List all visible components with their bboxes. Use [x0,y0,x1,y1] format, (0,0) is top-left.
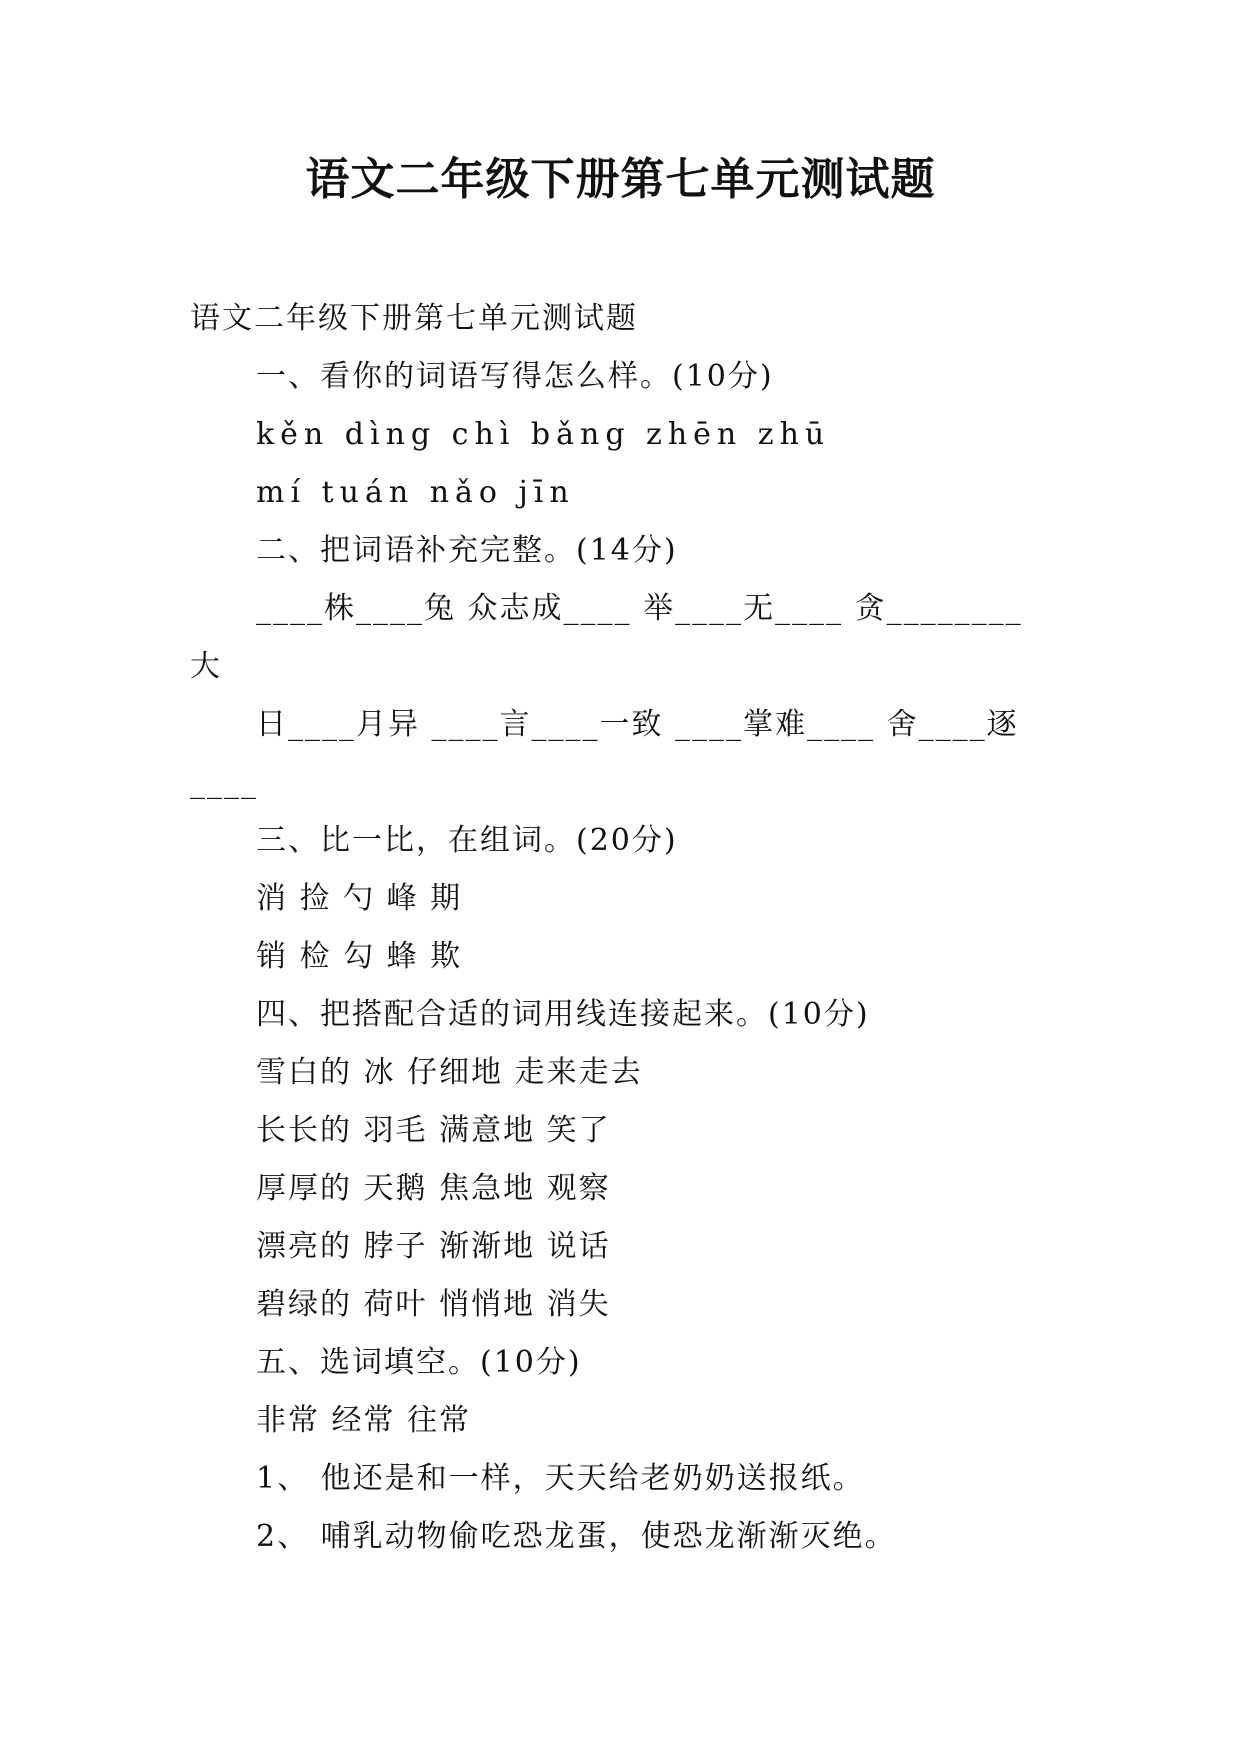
pinyin-line-1: kěn dìng chì bǎng zhēn zhū [256,417,831,452]
match-row-4: 漂亮的 脖子 渐渐地 说话 [256,1229,611,1264]
question-1: 1、 他还是和一样，天天给老奶奶送报纸。 [256,1461,865,1496]
section-5-heading: 五、选词填空。(10分) [256,1345,582,1380]
word-choices: 非常 经常 往常 [256,1403,472,1438]
section-4-heading: 四、把搭配合适的词用线连接起来。(10分) [256,997,870,1032]
section-2-heading: 二、把词语补充完整。(14分) [256,533,678,568]
match-row-2: 长长的 羽毛 满意地 笑了 [256,1113,611,1148]
match-row-3: 厚厚的 天鹅 焦急地 观察 [256,1171,611,1206]
section-1-heading: 一、看你的词语写得怎么样。(10分) [256,359,774,394]
question-2: 2、 哺乳动物偷吃恐龙蛋，使恐龙渐渐灭绝。 [256,1519,897,1554]
match-row-1: 雪白的 冰 仔细地 走来走去 [256,1055,643,1090]
body-heading: 语文二年级下册第七单元测试题 [190,301,638,336]
fill-in-line-1-wrap: 大 [190,649,222,684]
pinyin-line-2: mí tuán nǎo jīn [256,475,575,510]
document-title: 语文二年级下册第七单元测试题 [305,154,936,205]
match-row-5: 碧绿的 荷叶 悄悄地 消失 [256,1287,611,1322]
fill-in-line-1: ____株____兔 众志成____ 举____无____ 贪________ [256,591,1023,626]
compare-row-1: 消 捡 勺 峰 期 [256,881,463,916]
compare-row-2: 销 检 勾 蜂 欺 [256,939,463,974]
fill-in-line-2: 日____月异 ____言____一致 ____掌难____ 舍____逐 [256,707,1019,742]
section-3-heading: 三、比一比，在组词。(20分) [256,823,678,858]
fill-in-line-2-wrap: ____ [190,765,258,800]
document-body [190,290,1050,1566]
